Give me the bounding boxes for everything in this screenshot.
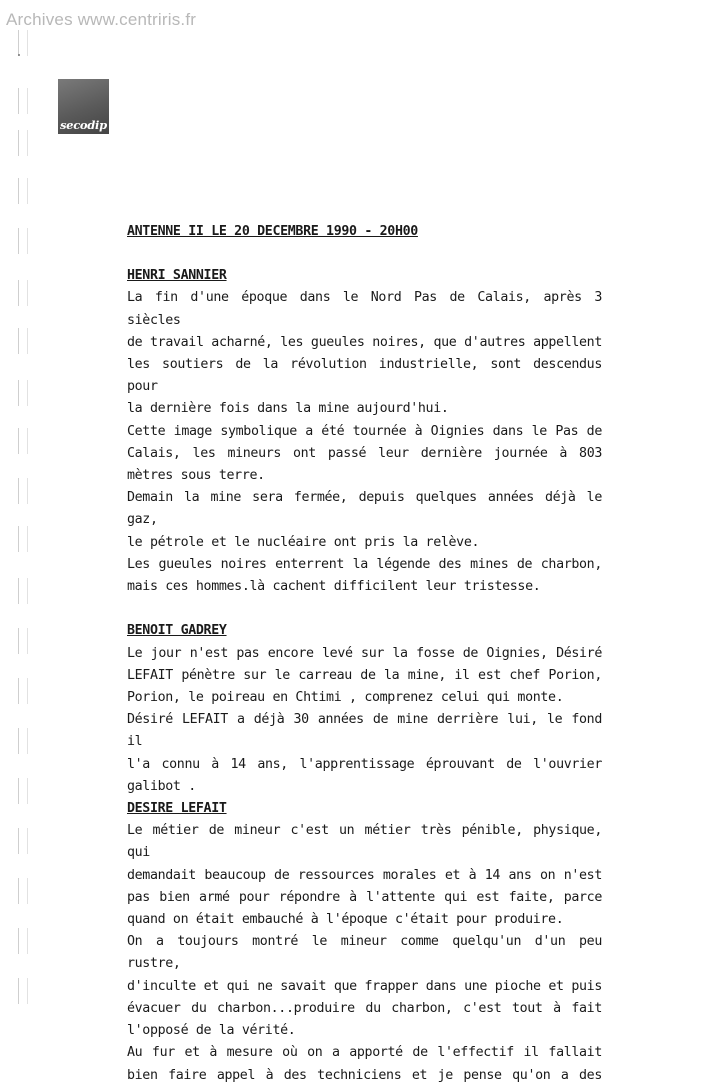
text-line: mais ces hommes.là cachent difficilent leur tristesse. [127, 579, 541, 595]
text-line: bien faire appel à des techniciens et je pense qu'on a des [127, 1067, 602, 1083]
logo-text: secodip [60, 118, 107, 132]
text-line: Calais, les mineurs ont passé leur dernière journée à 803 [127, 445, 602, 461]
secodip-logo [58, 79, 109, 134]
text-line: Au fur et à mesure où on a apporté de l'effectif il fallait [127, 1045, 602, 1061]
text-line: la dernière fois dans la mine aujourd'hui. [127, 401, 449, 417]
text-line: Le métier de mineur c'est un métier très pénible, physique, qui [127, 823, 602, 861]
binding-dot [18, 54, 20, 56]
speaker-heading: DESIRE LEFAIT [127, 801, 227, 817]
text-line: demandait beaucoup de ressources morales et à 14 ans on n'est [127, 867, 602, 883]
text-line: La fin d'une époque dans le Nord Pas de Calais, après 3 siècles [127, 290, 602, 328]
speaker-heading: HENRI SANNIER [127, 268, 227, 284]
text-line: de travail acharné, les gueules noires, que d'autres appellent [127, 334, 602, 350]
text-line: LEFAIT pénètre sur le carreau de la mine, il est chef Porion, [127, 667, 602, 683]
speaker-heading: BENOIT GADREY [127, 623, 227, 639]
text-line: On a toujours montré le mineur comme quelqu'un d'un peu rustre, [127, 934, 602, 972]
text-line: pas bien armé pour répondre à l'attente qui est faite, parce [127, 889, 602, 905]
text-line: d'inculte et qui ne savait que frapper dans une pioche et puis [127, 978, 602, 994]
text-line: Les gueules noires enterrent la légende des mines de charbon, [127, 556, 602, 572]
document-body [127, 221, 602, 1087]
text-line: Désiré LEFAIT a déjà 30 années de mine derrière lui, le fond il [127, 712, 602, 750]
text-line: les soutiers de la révolution industrielle, sont descendus pour [127, 357, 602, 395]
binding-marks [18, 30, 30, 1020]
text-line: évacuer du charbon...produire du charbon, c'est tout à fait [127, 1000, 602, 1016]
text-line: galibot . [127, 778, 196, 794]
text-line: Cette image symbolique a été tournée à Oignies dans le Pas de [127, 423, 602, 439]
text-line: Porion, le poireau en Chtimi , comprenez celui qui monte. [127, 690, 564, 706]
text-line: le pétrole et le nucléaire ont pris la relève. [127, 534, 480, 550]
text-line: quand on était embauché à l'époque c'était pour produire. [127, 912, 564, 928]
text-line: Demain la mine sera fermée, depuis quelques années déjà le gaz, [127, 490, 602, 528]
text-line: Le jour n'est pas encore levé sur la fosse de Oignies, Désiré [127, 645, 602, 661]
text-line: l'a connu à 14 ans, l'apprentissage éprouvant de l'ouvrier [127, 756, 602, 772]
text-line: l'opposé de la vérité. [127, 1023, 296, 1039]
document-title: ANTENNE II LE 20 DECEMBRE 1990 - 20H00 [127, 224, 418, 239]
text-line: mètres sous terre. [127, 468, 265, 484]
archive-watermark: Archives www.centriris.fr [6, 10, 197, 29]
